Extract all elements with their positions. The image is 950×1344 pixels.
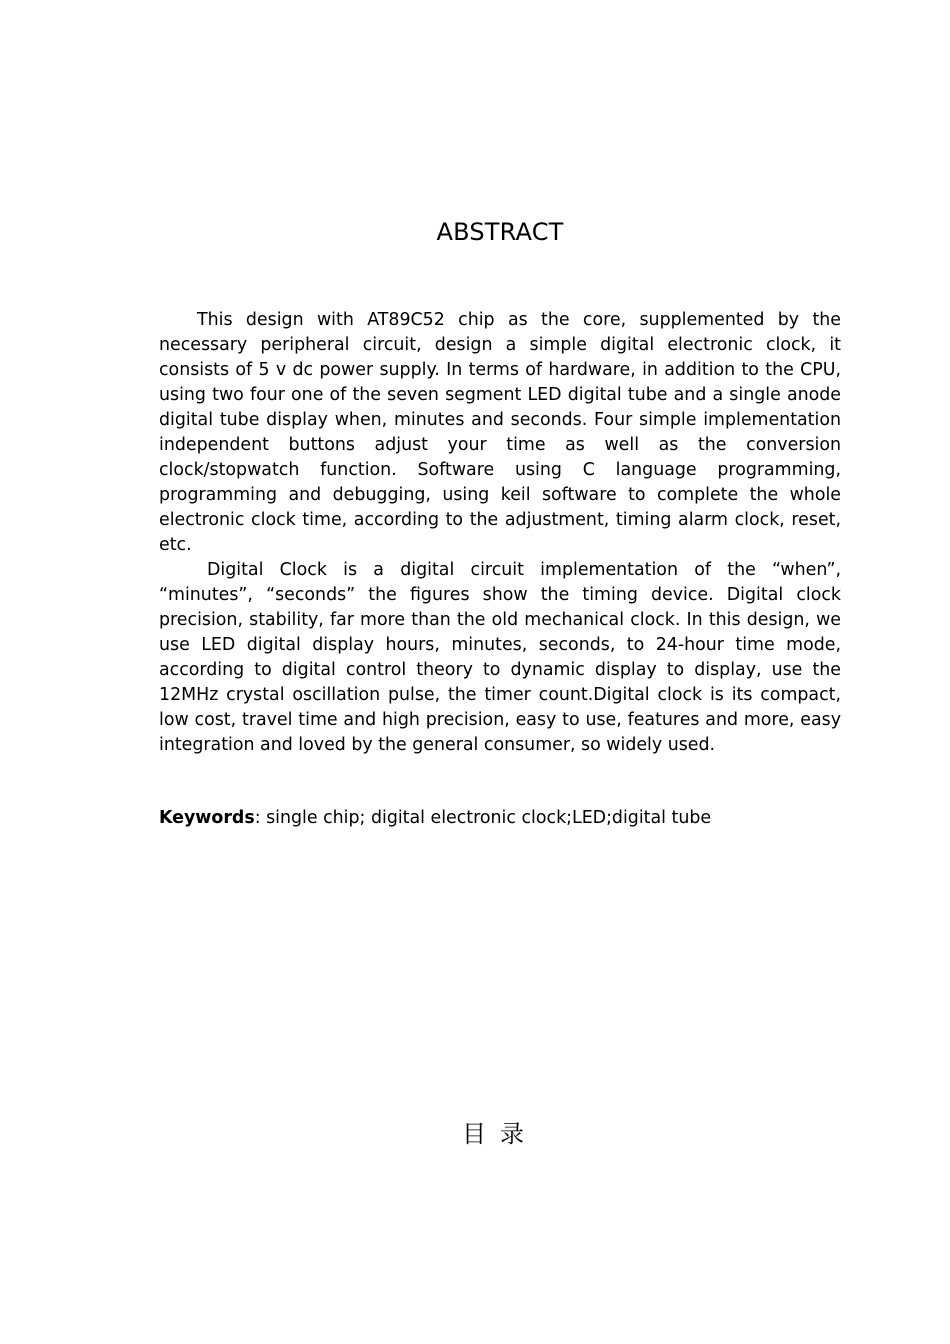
abstract-paragraph-1: This design with AT89C52 chip as the core, supplemented by the necessary peripheral circuit, design a simple digital electronic clock, it consists of 5 v dc power supply. In terms of hardware, in addition to the CPU, using two four one of the seven segment LED digital tube and a single anode digital tube display when, minutes and seconds. Four simple implementation independent buttons adjust your time as well as the conversion clock/stopwatch function. Software using C language programming, programming and debugging, using keil software to complete the whole electronic clock time, according to the adjustment, timing alarm clock, reset, etc. — [159, 310, 841, 555]
keywords-line — [159, 806, 841, 831]
keywords-label: Keywords — [159, 808, 255, 828]
abstract-title: ABSTRACT — [436, 218, 564, 246]
abstract-body — [159, 308, 841, 758]
table-of-contents-title: 目录 — [462, 1120, 538, 1148]
keywords-value: : single chip; digital electronic clock;LED;digital tube — [254, 808, 712, 828]
abstract-paragraph-2: Digital Clock is a digital circuit implementation of the “when”, “minutes”, “seconds” the figures show the timing device. Digital clock precision, stability, far more than the old mechanical clock. In this design, we use LED digital display hours, minutes, seconds, to 24-hour time mode, according to digital control theory to dynamic display to display, use the 12MHz crystal oscillation pulse, the timer count.Digital clock is its compact, low cost, travel time and high precision, easy to use, features and more, easy integration and loved by the general consumer, so widely used. — [159, 560, 841, 755]
